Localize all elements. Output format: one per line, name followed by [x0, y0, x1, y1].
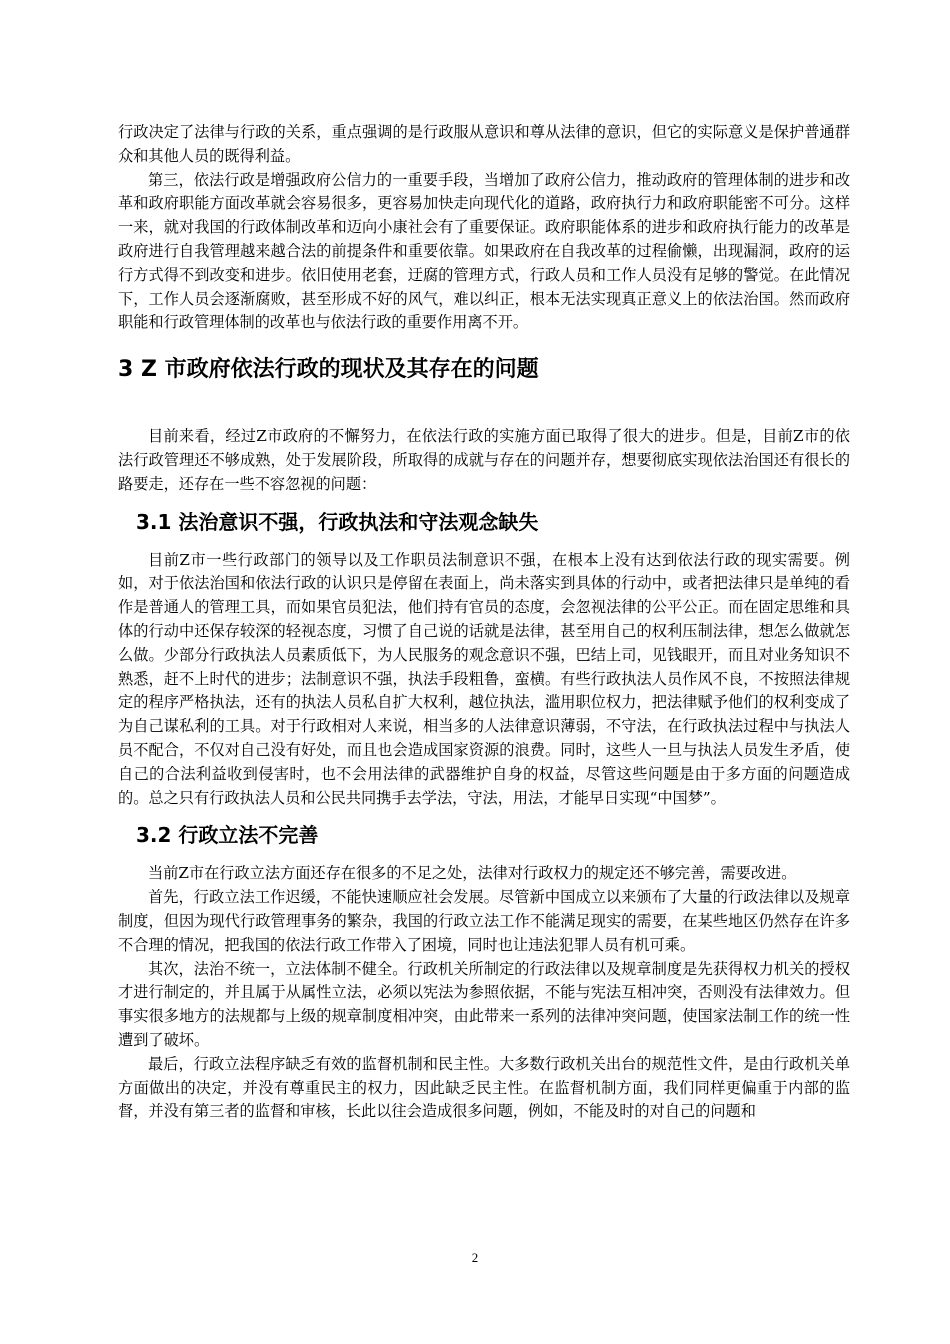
page-number: 2: [471, 1250, 479, 1265]
paragraph: 首先，行政立法工作迟缓，不能快速顺应社会发展。尽管新中国成立以来颁布了大量的行政法律以及规章制度，但因为现代行政管理事务的繁杂，我国的行政立法工作不能满足现实的需要，在某些地区仍然存在许多不合理的情况，把我国的依法行政工作带入了困境，同时也让违法犯罪人员有机可乘。: [118, 888, 850, 954]
section-heading: 3 Z 市政府依法行政的现状及其存在的问题: [118, 357, 539, 383]
paragraph: 目前Z市一些行政部门的领导以及工作职员法制意识不强，在根本上没有达到依法行政的现实需要。例如，对于依法治国和依法行政的认识只是停留在表面上，尚未落实到具体的行动中，或者把法律只是单纯的看作是普通人的管理工具，而如果官员犯法，他们持有官员的态度，会忽视法律的公平公正。而在固定思维和具体的行动中还保存较深的轻视态度，习惯了自己说的话就是法律，甚至用自己的权利压制法律，想怎么做就怎么做。少部分行政执法人员素质低下，为人民服务的观念意识不强，巴结上司，见钱眼开，而且对业务知识不熟悉，赶不上时代的进步；法制意识不强，执法手段粗鲁，蛮横。有些行政执法人员作风不良，不按照法律规定的程序严格执法，还有的执法人员私自扩大权利，越位执法，滥用职位权力，把法律赋予他们的权利变成了为自己谋私利的工具。对于行政相对人来说，相当多的人法律意识薄弱，不守法，在行政执法过程中与执法人员不配合，不仅对自己没有好处，而且也会造成国家资源的浪费。同时，这些人一旦与执法人员发生矛盾，使自己的合法利益收到侵害时，也不会用法律的武器维护自身的权益，尽管这些问题是由于多方面的问题造成的。总之只有行政执法人员和公民共同携手去学法，守法，用法，才能早日实现“中国梦”。: [118, 550, 850, 807]
paragraph: 目前来看，经过Z市政府的不懈努力，在依法行政的实施方面已取得了很大的进步。但是，目前Z市的依法行政管理还不够成熟，处于发展阶段，所取得的成就与存在的问题并存，想要彻底实现依法治国还有很长的路要走，还存在一些不容忽视的问题：: [118, 427, 850, 493]
paragraph: 最后，行政立法程序缺乏有效的监督机制和民主性。大多数行政机关出台的规范性文件，是由行政机关单方面做出的决定，并没有尊重民主的权力，因此缺乏民主性。在监督机制方面，我们同样更偏重于内部的监督，并没有第三者的监督和审核，长此以往会造成很多问题，例如，不能及时的对自己的问题和: [118, 1054, 850, 1121]
subsection-heading: 3.2 行政立法不完善: [136, 823, 319, 848]
paragraph: 行政决定了法律与行政的关系，重点强调的是行政服从意识和尊从法律的意识，但它的实际意义是保护普通群众和其他人员的既得利益。: [118, 123, 850, 165]
paragraph: 第三，依法行政是增强政府公信力的一重要手段，当增加了政府公信力，推动政府的管理体制的进步和改革和政府职能方面改革就会容易很多，更容易加快走向现代化的道路，政府执行力和政府职能密不可分。这样一来，就对我国的行政体制改革和迈向小康社会有了重要保证。政府职能体系的进步和政府执行能力的改革是政府进行自我管理越来越合法的前提条件和重要依靠。如果政府在自我改革的过程偷懒，出现漏洞，政府的运行方式得不到改变和进步。依旧使用老套，迂腐的管理方式，行政人员和工作人员没有足够的警觉。在此情况下，工作人员会逐渐腐败，甚至形成不好的风气，难以纠正，根本无法实现真正意义上的依法治国。然而政府职能和行政管理体制的改革也与依法行政的重要作用离不开。: [118, 170, 850, 332]
paragraph: 其次，法治不统一，立法体制不健全。行政机关所制定的行政法律以及规章制度是先获得权力机关的授权才进行制定的，并且属于从属性立法，必须以宪法为参照依据，不能与宪法互相冲突，否则没有法律效力。但事实很多地方的法规都与上级的规章制度相冲突，由此带来一系列的法律冲突问题，使国家法制工作的统一性遭到了破坏。: [118, 959, 850, 1049]
paragraph: 当前Z市在行政立法方面还存在很多的不足之处，法律对行政权力的规定还不够完善，需要改进。: [148, 864, 797, 883]
subsection-heading: 3.1 法治意识不强，行政执法和守法观念缺失: [136, 509, 539, 534]
page-content: [118, 121, 850, 1124]
